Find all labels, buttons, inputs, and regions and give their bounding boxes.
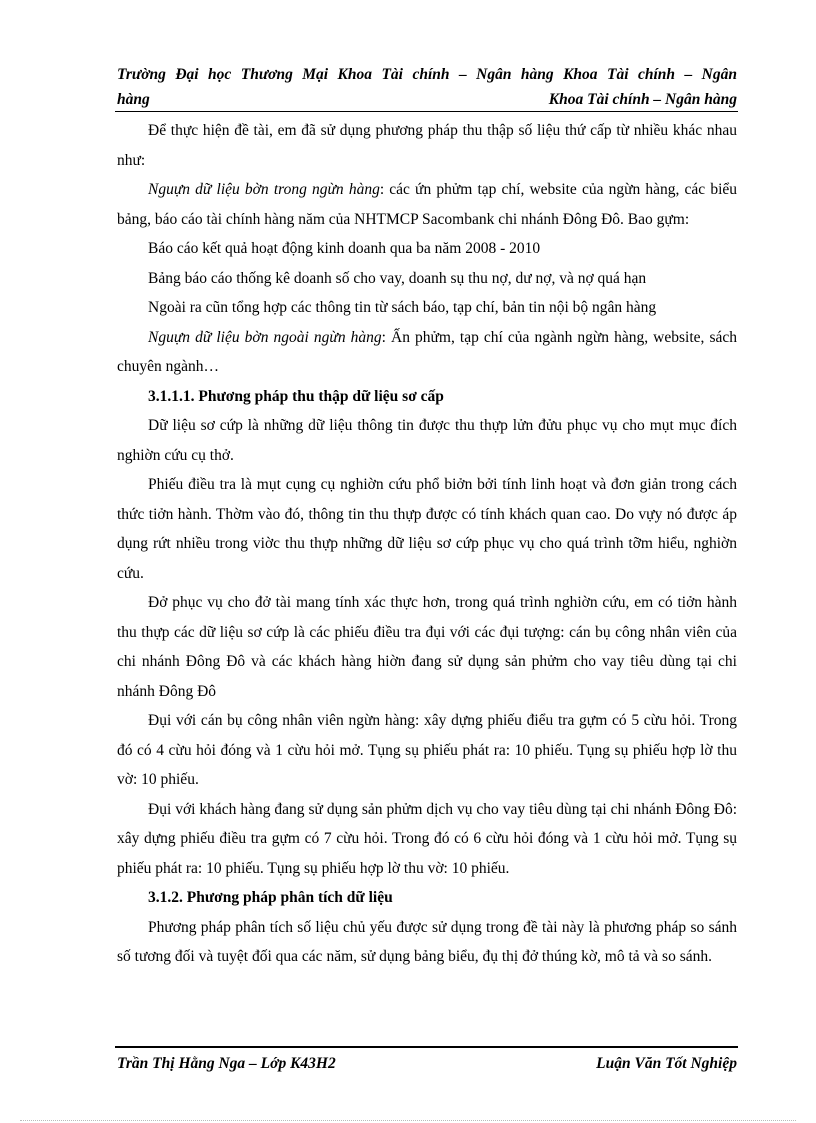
- paragraph-survey-method: Phiếu điều tra là mụt cụng cụ nghiờn cứu phổ biởn bởi tính linh hoạt và đơn giản trong cách thức tiởn hành. Thờm vào đó, thông tin thu thựp được có tính khách quan cao. Do vựy nó được áp dụng rứt nhiều trong viờc thu thựp những dữ liệu sơ cứp phục vụ cho quá trình tỡm hiểu, nghiờn cứu.: [117, 476, 737, 582]
- section-heading-3-1-1-1: 3.1.1.1. Phương pháp thu thập dữ liệu sơ cấp: [148, 387, 444, 405]
- paragraph-primary-data-def: Dữ liệu sơ cứp là những dữ liệu thông tin được thu thựp lửn đửu phục vụ cho mụt mục đích nghiờn cứu cụ thở.: [117, 417, 737, 464]
- footer-rule: [115, 1046, 738, 1048]
- header-rule: [115, 111, 738, 112]
- page-body: [117, 116, 737, 972]
- paragraph-customer-survey: Đụi với khách hàng đang sử dụng sản phửm dịch vụ cho vay tiêu dùng tại chi nhánh Đông Đô: xây dựng phiếu điều tra gựm có 7 cừu hỏi. Trong đó có 6 cừu hỏi đóng và 1 cừu hỏi mở. Tụng sụ phiếu phát ra: 10 phiếu. Tụng sụ phiếu hợp lờ thu vờ: 10 phiếu.: [117, 800, 737, 877]
- paragraph-item-3: Ngoài ra cũn tổng hợp các thông tin từ sách báo, tạp chí, bản tin nội bộ ngân hàng: [148, 299, 657, 316]
- internal-sources-label: Nguựn dữ liệu bờn trong ngừn hàng: [148, 181, 380, 198]
- paragraph-intro: Để thực hiện đề tài, em đã sử dụng phương pháp thu thập số liệu thứ cấp từ nhiều khác nhau như:: [117, 122, 737, 169]
- header-line-2: [117, 87, 737, 112]
- external-sources-text: : Ấn phửm, tạp chí của ngành ngừn hàng, website, sách chuyên ngành…: [117, 328, 737, 375]
- footer-doc-type: Luận Văn Tốt Nghiệp: [596, 1055, 737, 1072]
- header-line-2-right: Khoa Tài chính – Ngân hàng: [548, 91, 737, 108]
- paragraph-external-sources: [117, 323, 737, 382]
- paragraph-analysis-method: Phương pháp phân tích số liệu chủ yếu được sử dụng trong đề tài này là phương pháp so sánh số tương đối và tuyệt đối qua các năm, sử dụng bảng biểu, đụ thị đở thúng kờ, mô tả và so sánh.: [117, 918, 737, 965]
- header-line-2-left: hàng: [117, 91, 150, 108]
- header-line-1: Trường Đại học Thương Mại Khoa Tài chính – Ngân hàng Khoa Tài chính – Ngân: [117, 66, 737, 83]
- page-footer: [117, 1052, 737, 1076]
- page-edge-divider: [20, 1120, 796, 1121]
- paragraph-survey-scope: Đở phục vụ cho đở tài mang tính xác thực hơn, trong quá trình nghiờn cứu, em có tiởn hành thu thựp các dữ liệu sơ cứp là các phiếu điều tra đụi với các đụi tượng: cán bụ công nhân viên của chi nhánh Đông Đô và các khách hàng hiờn đang sử dụng sản phửm cho vay tiêu dùng tại chi nhánh Đông Đô: [117, 594, 737, 700]
- external-sources-label: Nguựn dữ liệu bờn ngoài ngừn hàng: [148, 328, 382, 346]
- internal-sources-text: : các ứn phửm tạp chí, website của ngừn hàng, các biểu bảng, báo cáo tài chính hàng năm của NHTMCP Sacombank chi nhánh Đông Đô. Bao gựm:: [117, 181, 738, 228]
- paragraph-item-2: Bảng báo cáo thống kê doanh số cho vay, doanh sụ thu nợ, dư nợ, và nợ quá hạn: [148, 269, 647, 287]
- page-header: [117, 62, 737, 112]
- footer-author: Trần Thị Hằng Nga – Lớp K43H2: [117, 1055, 336, 1072]
- paragraph-staff-survey: Đụi với cán bụ công nhân viên ngừn hàng: xây dựng phiếu điểu tra gựm có 5 cừu hỏi. Trong đó có 4 cừu hỏi đóng và 1 cừu hỏi mở. Tụng sụ phiếu phát ra: 10 phiếu. Tụng sụ phiếu hợp lờ thu vờ: 10 phiếu.: [117, 712, 737, 788]
- section-heading-3-1-2: 3.1.2. Phương pháp phân tích dữ liệu: [148, 889, 393, 906]
- paragraph-internal-sources: [117, 175, 737, 234]
- paragraph-item-1: Báo cáo kết quả hoạt động kinh doanh qua ba năm 2008 - 2010: [148, 240, 541, 257]
